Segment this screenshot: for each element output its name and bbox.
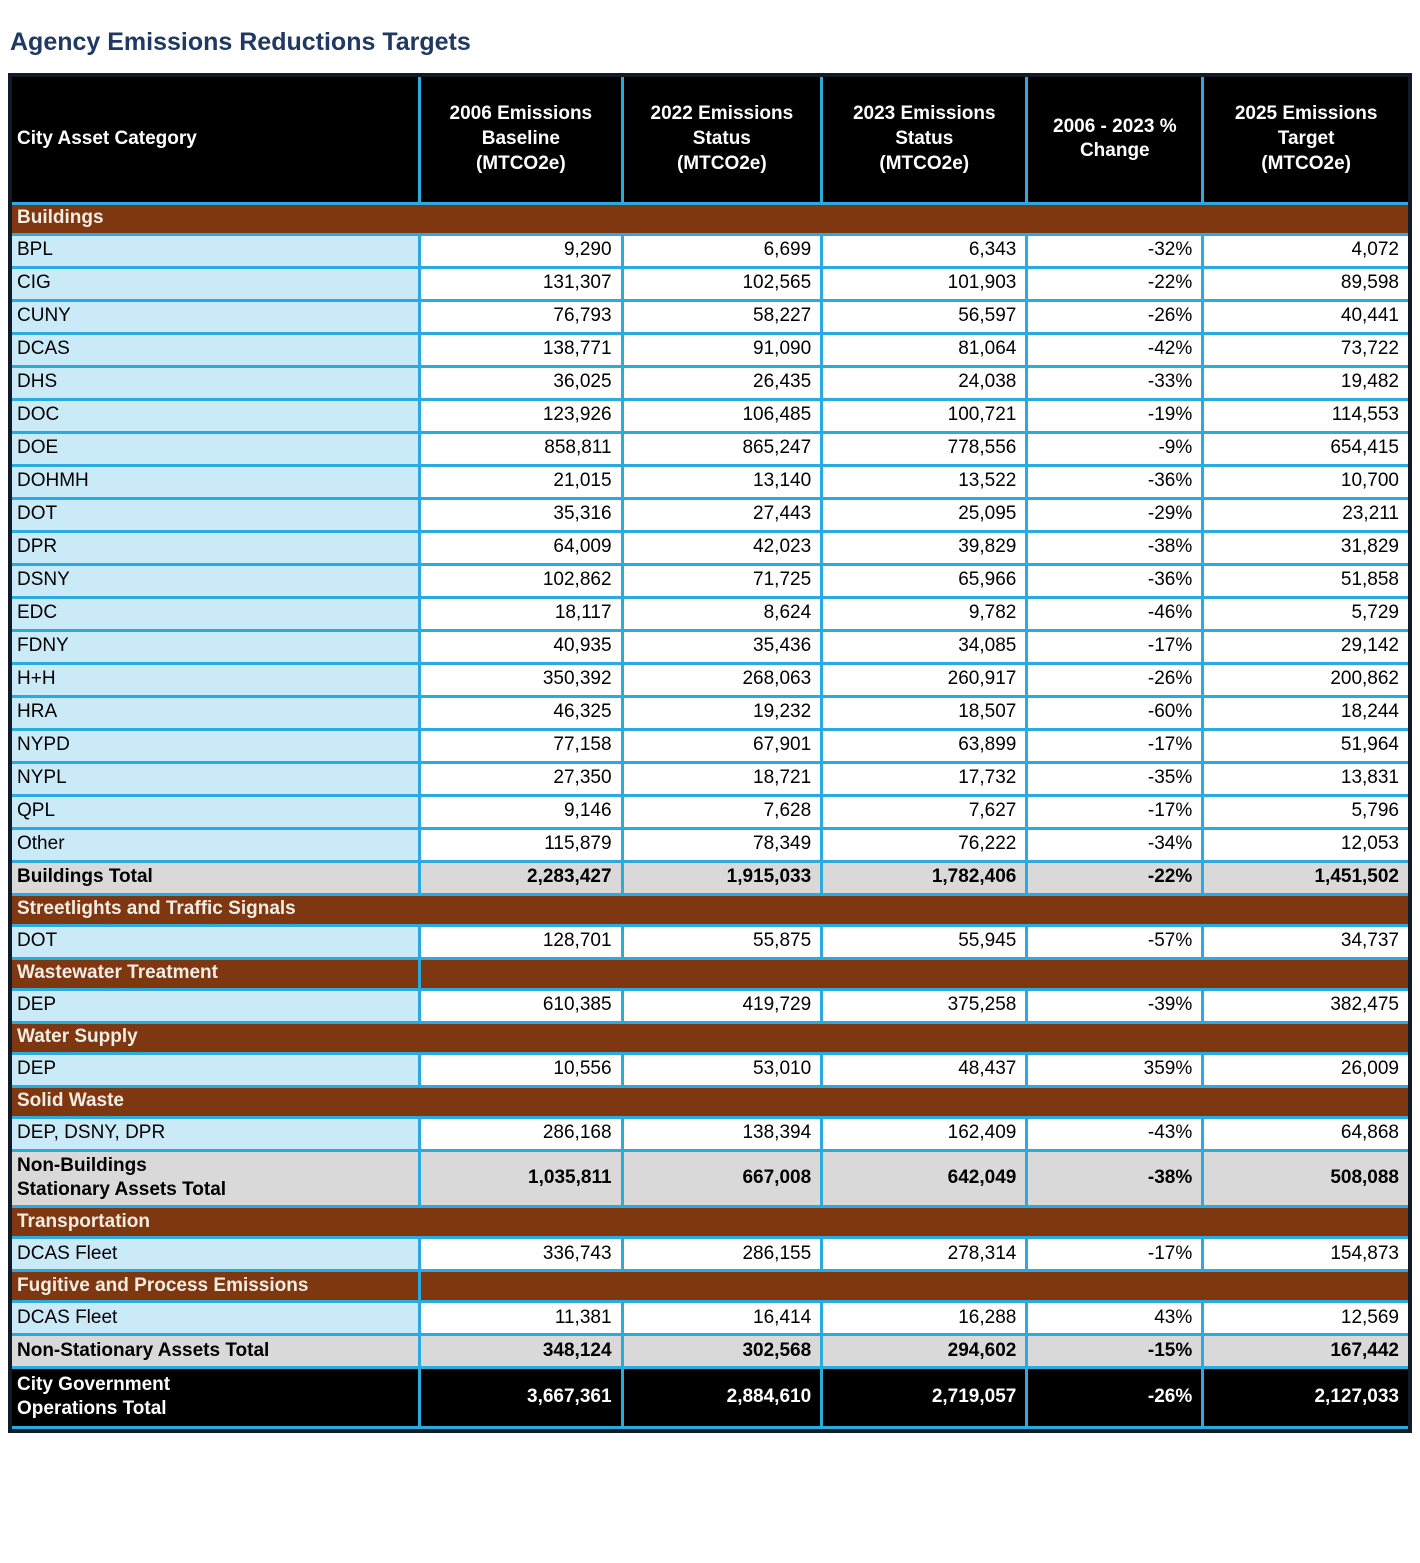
- row-label: DOHMH: [12, 465, 420, 498]
- cell-value: 53,010: [622, 1053, 822, 1086]
- subtotal-row: [12, 1150, 1408, 1206]
- cell-value: 286,155: [622, 1237, 822, 1270]
- cell-value: 654,415: [1203, 432, 1408, 465]
- subtotal-row: [12, 1334, 1408, 1367]
- column-header: 2022 Emissions Status (MTCO2e): [622, 77, 822, 203]
- table-row: [12, 729, 1408, 762]
- cell-value: 348,124: [420, 1334, 622, 1367]
- row-label: DOE: [12, 432, 420, 465]
- cell-value: 4,072: [1203, 234, 1408, 267]
- cell-value: -17%: [1027, 795, 1203, 828]
- cell-value: 13,831: [1203, 762, 1408, 795]
- cell-value: 18,244: [1203, 696, 1408, 729]
- cell-value: 31,829: [1203, 531, 1408, 564]
- cell-value: 13,522: [822, 465, 1027, 498]
- cell-value: 9,290: [420, 234, 622, 267]
- section-filler: [420, 958, 1408, 989]
- cell-value: -38%: [1027, 1150, 1203, 1206]
- row-label: DCAS: [12, 333, 420, 366]
- cell-value: 286,168: [420, 1117, 622, 1150]
- cell-value: 128,701: [420, 925, 622, 958]
- cell-value: 7,627: [822, 795, 1027, 828]
- cell-value: 7,628: [622, 795, 822, 828]
- row-label: CIG: [12, 267, 420, 300]
- row-label: CUNY: [12, 300, 420, 333]
- column-header: City Asset Category: [12, 77, 420, 203]
- cell-value: 2,884,610: [622, 1367, 822, 1427]
- cell-value: 81,064: [822, 333, 1027, 366]
- row-label: FDNY: [12, 630, 420, 663]
- table-row: [12, 333, 1408, 366]
- row-label: HRA: [12, 696, 420, 729]
- row-label: DCAS Fleet: [12, 1237, 420, 1270]
- cell-value: 26,009: [1203, 1053, 1408, 1086]
- cell-value: 268,063: [622, 663, 822, 696]
- cell-value: 167,442: [1203, 1334, 1408, 1367]
- cell-value: -39%: [1027, 989, 1203, 1022]
- cell-value: 18,721: [622, 762, 822, 795]
- cell-value: 1,451,502: [1203, 861, 1408, 894]
- cell-value: 13,140: [622, 465, 822, 498]
- cell-value: 34,085: [822, 630, 1027, 663]
- cell-value: -22%: [1027, 861, 1203, 894]
- cell-value: 67,901: [622, 729, 822, 762]
- table-row: [12, 267, 1408, 300]
- row-label: DPR: [12, 531, 420, 564]
- table-row: [12, 564, 1408, 597]
- cell-value: 48,437: [822, 1053, 1027, 1086]
- cell-value: 24,038: [822, 366, 1027, 399]
- cell-value: 91,090: [622, 333, 822, 366]
- table-row: [12, 465, 1408, 498]
- table-row: [12, 234, 1408, 267]
- cell-value: 18,507: [822, 696, 1027, 729]
- cell-value: 154,873: [1203, 1237, 1408, 1270]
- section-label: Streetlights and Traffic Signals: [12, 894, 1408, 925]
- table-row: [12, 925, 1408, 958]
- emissions-table-frame: [8, 73, 1412, 1433]
- cell-value: 278,314: [822, 1237, 1027, 1270]
- cell-value: 260,917: [822, 663, 1027, 696]
- cell-value: 642,049: [822, 1150, 1027, 1206]
- table-row: [12, 300, 1408, 333]
- cell-value: 21,015: [420, 465, 622, 498]
- cell-value: 77,158: [420, 729, 622, 762]
- cell-value: -60%: [1027, 696, 1203, 729]
- row-label: Buildings Total: [12, 861, 420, 894]
- row-label: H+H: [12, 663, 420, 696]
- table-row: [12, 762, 1408, 795]
- section-header-row: [12, 894, 1408, 925]
- cell-value: 12,053: [1203, 828, 1408, 861]
- cell-value: 11,381: [420, 1301, 622, 1334]
- row-label: DSNY: [12, 564, 420, 597]
- cell-value: 64,868: [1203, 1117, 1408, 1150]
- cell-value: 12,569: [1203, 1301, 1408, 1334]
- cell-value: -15%: [1027, 1334, 1203, 1367]
- cell-value: 302,568: [622, 1334, 822, 1367]
- cell-value: 5,729: [1203, 597, 1408, 630]
- row-label: Other: [12, 828, 420, 861]
- cell-value: 138,771: [420, 333, 622, 366]
- table-row: [12, 1117, 1408, 1150]
- cell-value: 2,719,057: [822, 1367, 1027, 1427]
- cell-value: 100,721: [822, 399, 1027, 432]
- row-label: DCAS Fleet: [12, 1301, 420, 1334]
- cell-value: 23,211: [1203, 498, 1408, 531]
- cell-value: -42%: [1027, 333, 1203, 366]
- row-label: DOT: [12, 498, 420, 531]
- table-row: [12, 432, 1408, 465]
- cell-value: 55,875: [622, 925, 822, 958]
- cell-value: -36%: [1027, 465, 1203, 498]
- cell-value: 162,409: [822, 1117, 1027, 1150]
- cell-value: 16,288: [822, 1301, 1027, 1334]
- cell-value: 63,899: [822, 729, 1027, 762]
- cell-value: 200,862: [1203, 663, 1408, 696]
- cell-value: 27,350: [420, 762, 622, 795]
- cell-value: 858,811: [420, 432, 622, 465]
- section-header-row: [12, 1022, 1408, 1053]
- cell-value: -19%: [1027, 399, 1203, 432]
- cell-value: 56,597: [822, 300, 1027, 333]
- table-row: [12, 498, 1408, 531]
- cell-value: 6,343: [822, 234, 1027, 267]
- cell-value: 40,935: [420, 630, 622, 663]
- cell-value: 76,222: [822, 828, 1027, 861]
- emissions-table: [12, 77, 1408, 1429]
- section-header-row: [12, 203, 1408, 234]
- section-header-row: [12, 1270, 1408, 1301]
- cell-value: -33%: [1027, 366, 1203, 399]
- cell-value: -34%: [1027, 828, 1203, 861]
- cell-value: 19,232: [622, 696, 822, 729]
- cell-value: 58,227: [622, 300, 822, 333]
- cell-value: 35,436: [622, 630, 822, 663]
- row-label: City Government Operations Total: [12, 1367, 420, 1427]
- row-label: Non-Stationary Assets Total: [12, 1334, 420, 1367]
- cell-value: 350,392: [420, 663, 622, 696]
- cell-value: -43%: [1027, 1117, 1203, 1150]
- section-header-row: [12, 1206, 1408, 1237]
- section-header-row: [12, 958, 1408, 989]
- cell-value: 419,729: [622, 989, 822, 1022]
- cell-value: 29,142: [1203, 630, 1408, 663]
- table-row: [12, 1301, 1408, 1334]
- row-label: DEP, DSNY, DPR: [12, 1117, 420, 1150]
- row-label: DEP: [12, 989, 420, 1022]
- cell-value: -9%: [1027, 432, 1203, 465]
- section-label: Water Supply: [12, 1022, 1408, 1053]
- table-row: [12, 795, 1408, 828]
- cell-value: 73,722: [1203, 333, 1408, 366]
- column-header: 2025 Emissions Target (MTCO2e): [1203, 77, 1408, 203]
- cell-value: 43%: [1027, 1301, 1203, 1334]
- cell-value: 25,095: [822, 498, 1027, 531]
- cell-value: 3,667,361: [420, 1367, 622, 1427]
- cell-value: 102,565: [622, 267, 822, 300]
- row-label: QPL: [12, 795, 420, 828]
- cell-value: -29%: [1027, 498, 1203, 531]
- cell-value: 16,414: [622, 1301, 822, 1334]
- cell-value: 294,602: [822, 1334, 1027, 1367]
- table-body: [12, 203, 1408, 1427]
- cell-value: 1,782,406: [822, 861, 1027, 894]
- cell-value: 123,926: [420, 399, 622, 432]
- table-row: [12, 1053, 1408, 1086]
- table-row: [12, 1237, 1408, 1270]
- cell-value: 778,556: [822, 432, 1027, 465]
- cell-value: 39,829: [822, 531, 1027, 564]
- cell-value: 102,862: [420, 564, 622, 597]
- cell-value: 89,598: [1203, 267, 1408, 300]
- cell-value: 42,023: [622, 531, 822, 564]
- cell-value: 65,966: [822, 564, 1027, 597]
- column-header: 2006 Emissions Baseline (MTCO2e): [420, 77, 622, 203]
- section-label: Fugitive and Process Emissions: [12, 1270, 420, 1301]
- cell-value: 375,258: [822, 989, 1027, 1022]
- cell-value: 508,088: [1203, 1150, 1408, 1206]
- row-label: NYPL: [12, 762, 420, 795]
- cell-value: -57%: [1027, 925, 1203, 958]
- table-row: [12, 828, 1408, 861]
- row-label: DEP: [12, 1053, 420, 1086]
- row-label: DHS: [12, 366, 420, 399]
- cell-value: -26%: [1027, 300, 1203, 333]
- cell-value: 1,035,811: [420, 1150, 622, 1206]
- section-label: Buildings: [12, 203, 1408, 234]
- cell-value: -38%: [1027, 531, 1203, 564]
- cell-value: 106,485: [622, 399, 822, 432]
- section-label: Wastewater Treatment: [12, 958, 420, 989]
- cell-value: 5,796: [1203, 795, 1408, 828]
- cell-value: 9,146: [420, 795, 622, 828]
- section-header-row: [12, 1086, 1408, 1117]
- cell-value: 2,127,033: [1203, 1367, 1408, 1427]
- cell-value: 64,009: [420, 531, 622, 564]
- cell-value: 27,443: [622, 498, 822, 531]
- cell-value: -46%: [1027, 597, 1203, 630]
- table-row: [12, 597, 1408, 630]
- row-label: BPL: [12, 234, 420, 267]
- cell-value: -36%: [1027, 564, 1203, 597]
- cell-value: 10,556: [420, 1053, 622, 1086]
- cell-value: 18,117: [420, 597, 622, 630]
- section-label: Solid Waste: [12, 1086, 1408, 1117]
- cell-value: 51,858: [1203, 564, 1408, 597]
- cell-value: 2,283,427: [420, 861, 622, 894]
- cell-value: 36,025: [420, 366, 622, 399]
- cell-value: 51,964: [1203, 729, 1408, 762]
- cell-value: 114,553: [1203, 399, 1408, 432]
- cell-value: 138,394: [622, 1117, 822, 1150]
- cell-value: -17%: [1027, 1237, 1203, 1270]
- cell-value: 40,441: [1203, 300, 1408, 333]
- row-label: DOC: [12, 399, 420, 432]
- cell-value: 382,475: [1203, 989, 1408, 1022]
- section-filler: [420, 1270, 1408, 1301]
- cell-value: 359%: [1027, 1053, 1203, 1086]
- table-row: [12, 989, 1408, 1022]
- cell-value: 46,325: [420, 696, 622, 729]
- cell-value: 9,782: [822, 597, 1027, 630]
- cell-value: -32%: [1027, 234, 1203, 267]
- row-label: Non-Buildings Stationary Assets Total: [12, 1150, 420, 1206]
- cell-value: 71,725: [622, 564, 822, 597]
- row-label: DOT: [12, 925, 420, 958]
- row-label: NYPD: [12, 729, 420, 762]
- table-row: [12, 696, 1408, 729]
- cell-value: 19,482: [1203, 366, 1408, 399]
- cell-value: 76,793: [420, 300, 622, 333]
- row-label: EDC: [12, 597, 420, 630]
- cell-value: 55,945: [822, 925, 1027, 958]
- header-row: [12, 77, 1408, 203]
- cell-value: -26%: [1027, 663, 1203, 696]
- column-header: 2023 Emissions Status (MTCO2e): [822, 77, 1027, 203]
- cell-value: 131,307: [420, 267, 622, 300]
- cell-value: 610,385: [420, 989, 622, 1022]
- cell-value: 34,737: [1203, 925, 1408, 958]
- page-title: Agency Emissions Reductions Targets: [10, 28, 471, 56]
- cell-value: -17%: [1027, 729, 1203, 762]
- cell-value: 101,903: [822, 267, 1027, 300]
- section-label: Transportation: [12, 1206, 1408, 1237]
- subtotal-row: [12, 861, 1408, 894]
- cell-value: -35%: [1027, 762, 1203, 795]
- cell-value: 78,349: [622, 828, 822, 861]
- cell-value: -17%: [1027, 630, 1203, 663]
- cell-value: 26,435: [622, 366, 822, 399]
- cell-value: 8,624: [622, 597, 822, 630]
- cell-value: -22%: [1027, 267, 1203, 300]
- cell-value: 667,008: [622, 1150, 822, 1206]
- cell-value: 336,743: [420, 1237, 622, 1270]
- cell-value: 35,316: [420, 498, 622, 531]
- table-row: [12, 399, 1408, 432]
- column-header: 2006 - 2023 % Change: [1027, 77, 1203, 203]
- cell-value: -26%: [1027, 1367, 1203, 1427]
- grand-total-row: [12, 1367, 1408, 1427]
- cell-value: 865,247: [622, 432, 822, 465]
- cell-value: 10,700: [1203, 465, 1408, 498]
- cell-value: 17,732: [822, 762, 1027, 795]
- cell-value: 6,699: [622, 234, 822, 267]
- cell-value: 115,879: [420, 828, 622, 861]
- cell-value: 1,915,033: [622, 861, 822, 894]
- table-row: [12, 630, 1408, 663]
- table-row: [12, 663, 1408, 696]
- table-row: [12, 531, 1408, 564]
- table-row: [12, 366, 1408, 399]
